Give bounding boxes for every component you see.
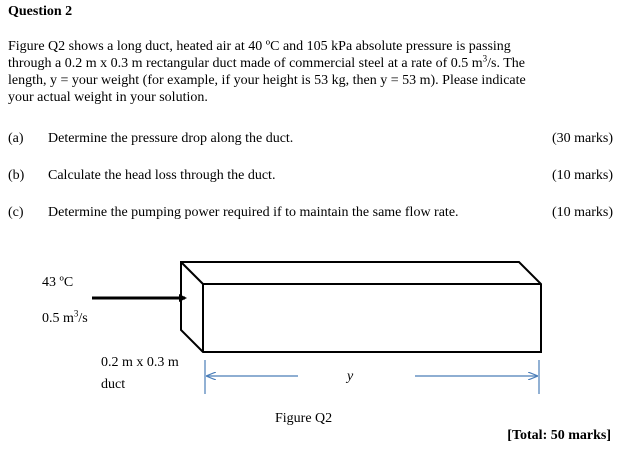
inlet-flow-rate: 0.5 $m^3/s$ xyxy=(42,308,88,326)
question-title: Question 2 xyxy=(8,4,73,19)
para-line-1: Figure Q2 shows a long duct, heated air at 40 ºC and 105 kPa absolute pressure is passing xyxy=(8,39,511,54)
duct-outline xyxy=(181,262,541,352)
para-line-3: length, y = your weight (for example, if your height is 53 kg, then y = 53 m). Please indicate xyxy=(8,73,526,88)
duct-label: duct xyxy=(101,377,126,392)
part-a-text: Determine the pressure drop along the duct. xyxy=(48,131,294,146)
part-b-label: (b) xyxy=(8,168,25,183)
duct-box xyxy=(181,262,541,352)
duct-dimension-label: 0.2 m x 0.3 m xyxy=(101,355,179,370)
part-b-text: Calculate the head loss through the duct. xyxy=(48,168,276,183)
figure-caption: Figure Q2 xyxy=(275,411,333,426)
length-symbol: y xyxy=(347,369,354,384)
part-b-marks: (10 marks) xyxy=(551,168,613,183)
para-line-4: your actual weight in your solution. xyxy=(8,90,208,105)
part-c-marks: (10 marks) xyxy=(551,205,613,220)
part-c-label: (c) xyxy=(8,205,24,220)
part-a-label: (a) xyxy=(8,131,24,146)
para-line-2: through a 0.2 m x 0.3 m rectangular duct made of commercial steel at a rate of 0.5 $m^3/s$. The xyxy=(8,53,526,71)
length-dimension xyxy=(205,360,539,394)
part-c-text: Determine the pumping power required if to maintain the same flow rate. xyxy=(48,205,459,220)
total-marks: [Total: 50 marks] xyxy=(507,428,611,443)
duct-edge-front xyxy=(181,262,203,284)
inlet-temperature: 43 ºC xyxy=(42,275,74,290)
part-a-marks: (30 marks) xyxy=(551,131,613,146)
